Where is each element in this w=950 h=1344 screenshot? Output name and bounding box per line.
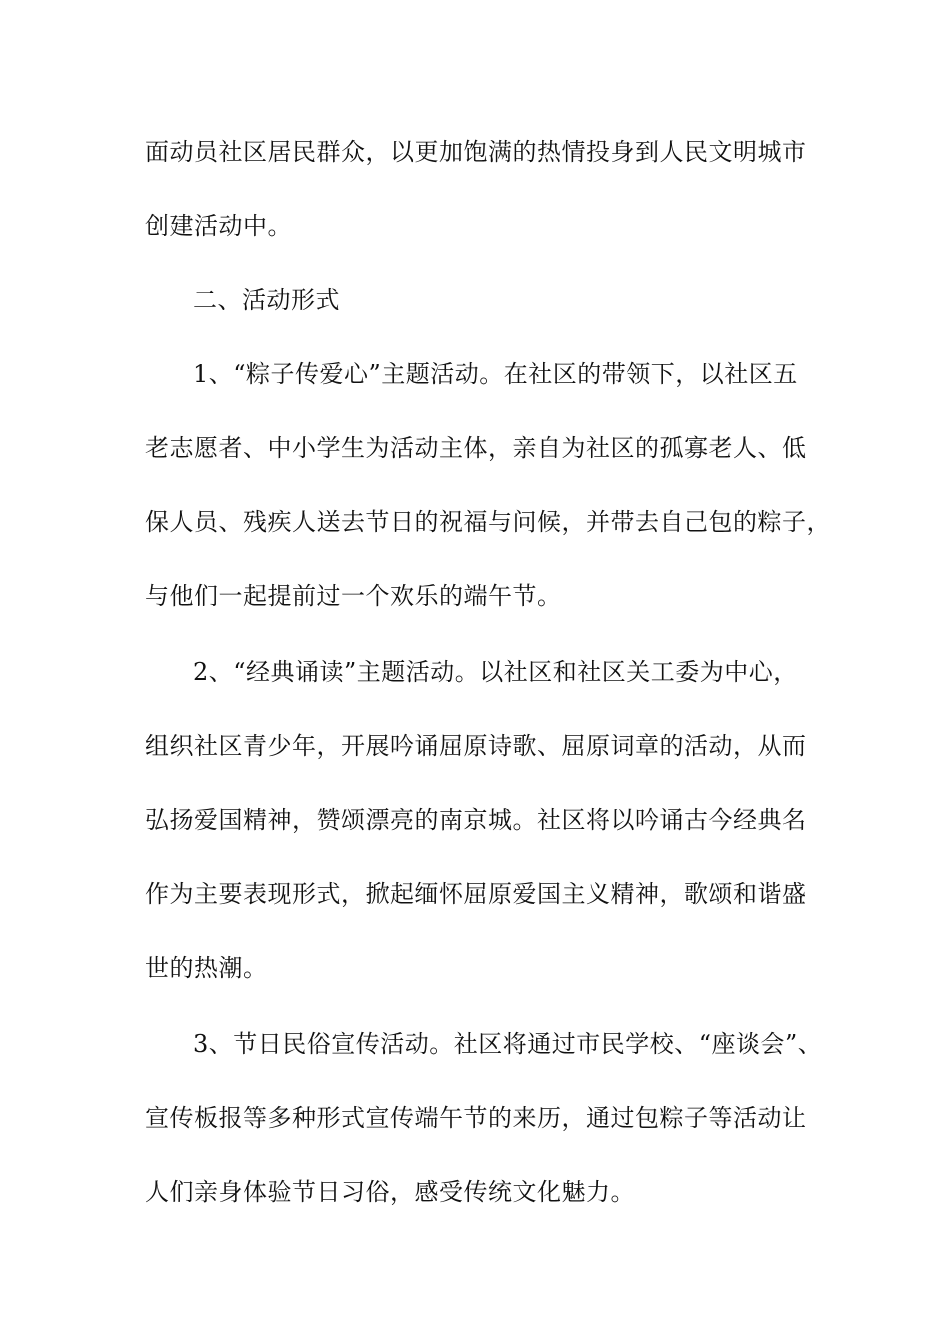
text-line-10: 弘扬爱国精神，赞颂漂亮的南京城。社区将以吟诵古今经典名 xyxy=(145,806,807,834)
text-line-6: 保人员、残疾人送去节日的祝福与问候，并带去自己包的粽子， xyxy=(145,508,831,536)
text-line-1: 面动员社区居民群众，以更加饱满的热情投身到人民文明城市 xyxy=(145,138,807,166)
text-line-7: 与他们一起提前过一个欢乐的端午节。 xyxy=(145,582,562,610)
text-line-15: 人们亲身体验节日习俗，感受传统文化魅力。 xyxy=(145,1178,635,1206)
section-heading: 二、活动形式 xyxy=(193,286,340,314)
text-line-8: 2、“经典诵读”主题活动。以社区和社区关工委为中心， xyxy=(193,658,798,686)
text-line-14: 宣传板报等多种形式宣传端午节的来历，通过包粽子等活动让 xyxy=(145,1104,807,1132)
text-line-9: 组织社区青少年，开展吟诵屈原诗歌、屈原词章的活动，从而 xyxy=(145,732,807,760)
text-line-12: 世的热潮。 xyxy=(145,954,268,982)
text-line-4: 1、“粽子传爱心”主题活动。在社区的带领下，以社区五 xyxy=(193,360,798,388)
text-line-5: 老志愿者、中小学生为活动主体，亲自为社区的孤寡老人、低 xyxy=(145,434,807,462)
text-line-2: 创建活动中。 xyxy=(145,212,292,240)
text-line-13: 3、节日民俗宣传活动。社区将通过市民学校、“座谈会”、 xyxy=(193,1030,823,1058)
text-line-11: 作为主要表现形式，掀起缅怀屈原爱国主义精神，歌颂和谐盛 xyxy=(145,880,807,908)
